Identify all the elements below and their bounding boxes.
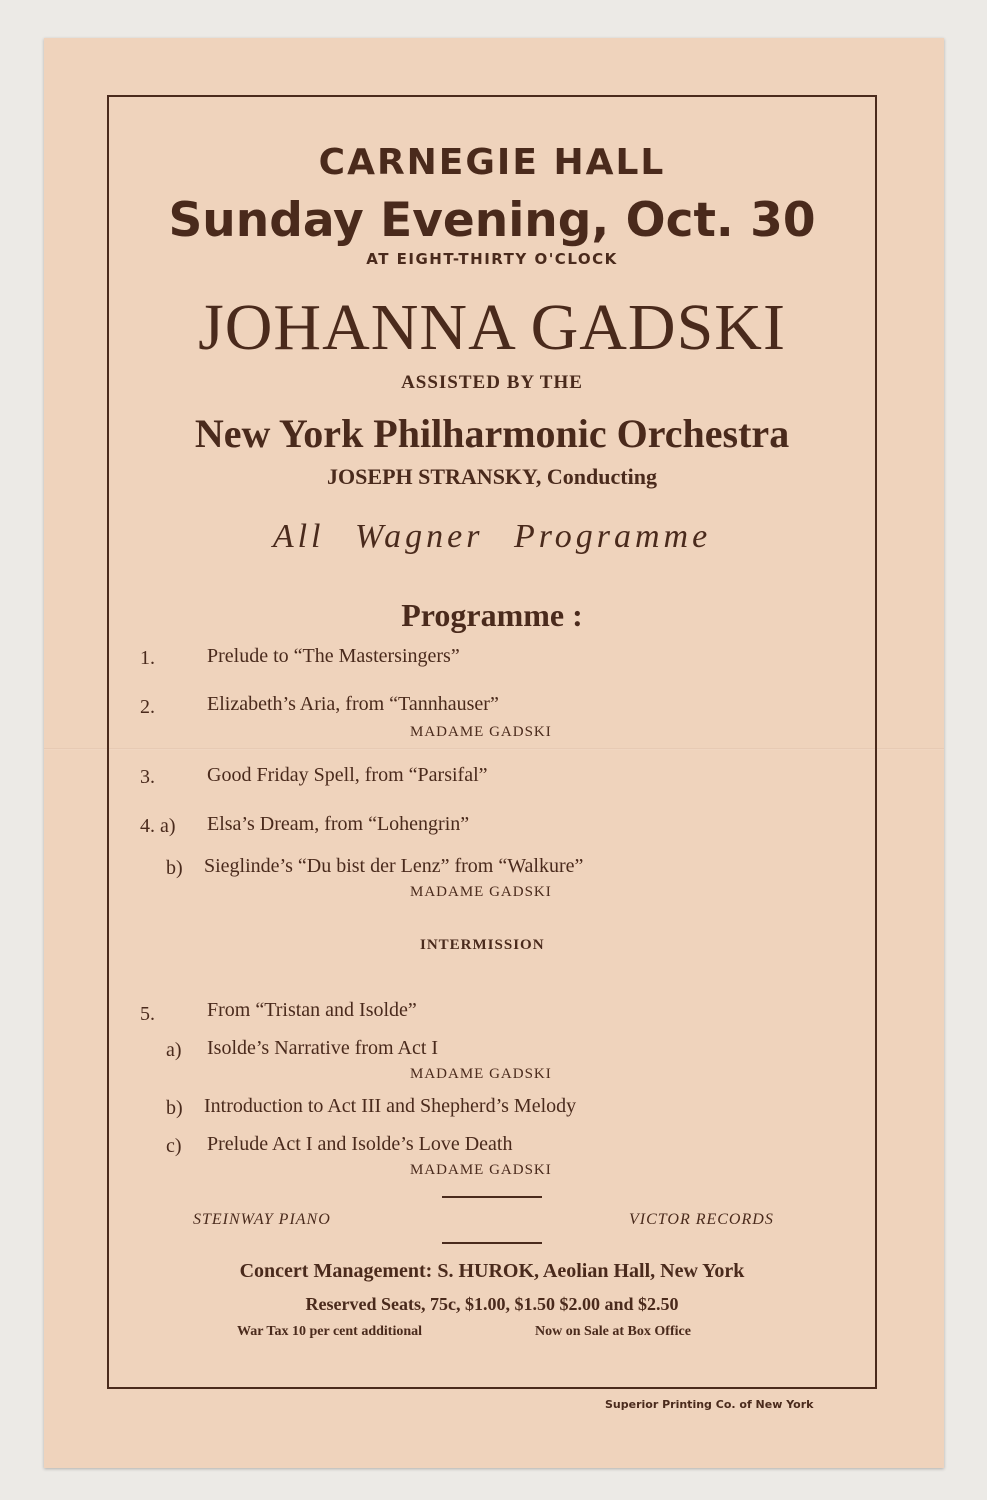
item-5b-title: Introduction to Act III and Shepherd’s Melody [204,1095,577,1117]
intermission-label: INTERMISSION [420,937,545,953]
divider-rule-bottom [442,1242,542,1244]
item-5-number: 5. [140,1003,155,1025]
orchestra-name: New York Philharmonic Orchestra [194,411,790,456]
war-tax-note: War Tax 10 per cent additional [237,1324,423,1339]
item-4-number: 4. a) [140,815,176,837]
assisted-by: ASSISTED BY THE [401,372,583,393]
item-5a-label: a) [166,1039,182,1061]
event-time: AT EIGHT-THIRTY O'CLOCK [366,250,618,268]
item-2-number: 2. [140,696,155,718]
divider-rule-top [442,1196,542,1198]
item-3-title: Good Friday Spell, from “Parsifal” [207,764,488,786]
conductor-line: JOSEPH STRANSKY, Conducting [327,464,657,489]
item-2-title: Elizabeth’s Aria, from “Tannhauser” [207,693,499,715]
concert-management: Concert Management: S. HUROK, Aeolian Hall, New York [239,1260,745,1282]
item-5c-title: Prelude Act I and Isolde’s Love Death [207,1133,513,1155]
item-1-number: 1. [140,647,155,669]
artist-name: JOHANNA GADSKI [198,291,786,364]
item-2-performer: MADAME GADSKI [410,724,552,740]
item-5a-performer: MADAME GADSKI [410,1066,552,1082]
item-4b-title: Sieglinde’s “Du bist der Lenz” from “Walkure” [204,855,584,877]
item-4b-label: b) [166,857,183,879]
item-5c-performer: MADAME GADSKI [410,1162,552,1178]
venue-title: CARNEGIE HALL [318,142,666,183]
item-5a-title: Isolde’s Narrative from Act I [207,1037,439,1059]
piano-credit: STEINWAY PIANO [193,1211,331,1228]
item-5c-label: c) [166,1135,182,1157]
box-office-note: Now on Sale at Box Office [535,1324,691,1339]
records-credit: VICTOR RECORDS [629,1211,774,1228]
item-5-title: From “Tristan and Isolde” [207,999,417,1021]
item-1-title: Prelude to “The Mastersingers” [207,645,460,667]
programme-heading: Programme : [401,597,583,633]
printer-credit: Superior Printing Co. of New York [605,1398,814,1411]
item-5b-label: b) [166,1097,183,1119]
item-3-number: 3. [140,766,155,788]
item-4-performer: MADAME GADSKI [410,884,552,900]
programme-subtitle: All Wagner Programme [272,518,712,555]
item-4a-title: Elsa’s Dream, from “Lohengrin” [207,813,470,835]
seat-prices: Reserved Seats, 75c, $1.00, $1.50 $2.00 and $2.50 [305,1294,679,1314]
event-date: Sunday Evening, Oct. 30 [168,193,816,248]
